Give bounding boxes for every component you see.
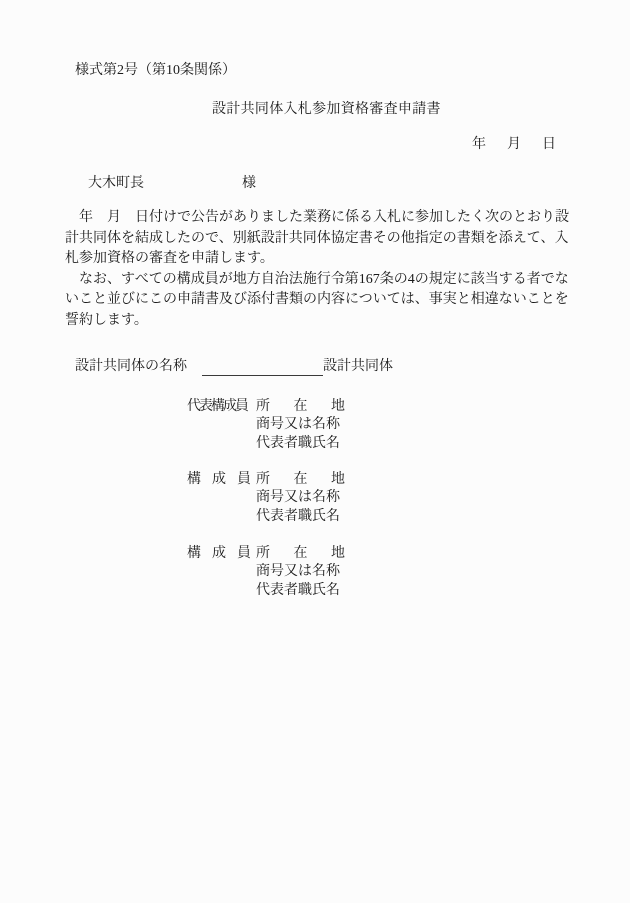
jv-name-label: 設計共同体の名称 [75,359,187,374]
member-representative-label: 代表者職氏名 [256,508,340,524]
member-block-member-2 [187,547,447,602]
body-line: 計共同体を結成したので、別紙設計共同体協定書その他指定の書類を添えて、入 [65,230,569,246]
body-line: 札参加資格の審査を申請します。 [65,251,274,266]
member-representative-label: 代表者職氏名 [256,582,340,598]
member-block-representative [187,400,447,455]
date-day-label: 日 [542,137,556,152]
member-role-label: 構成員 [187,472,262,487]
date-year-label: 年 [472,137,486,152]
member-trade-name-label: 商号又は名称 [256,417,340,433]
date-month-label: 月 [507,137,521,152]
member-role-label: 代表構成員 [187,399,247,414]
member-representative-label: 代表者職氏名 [256,435,340,451]
member-address-label: 所在地 [256,399,369,414]
member-trade-name-label: 商号又は名称 [256,564,340,580]
member-address-label: 所在地 [256,472,369,487]
addressee-honorific: 様 [242,176,256,191]
date-line [472,138,556,152]
jv-name-blank-line [202,361,323,376]
member-block-member-1 [187,473,447,528]
body-line: なお、すべての構成員が地方自治法施行令第167条の4の規定に該当する者でな [65,271,569,287]
member-address-label: 所在地 [256,546,369,561]
member-role-label: 構成員 [187,546,262,561]
body-line: 誓約します。 [65,312,148,328]
jv-name-suffix: 設計共同体 [323,359,393,374]
document-title: 設計共同体入札参加資格審査申請書 [212,102,441,117]
body-line: 年 月 日付けで公告がありました業務に係る入札に参加したく次のとおり設 [65,210,569,225]
addressee-line [88,177,256,191]
body-paragraphs [65,208,571,331]
body-line: いこと並びにこの申請書及び添付書類の内容については、事実と相違ないことを [65,292,569,307]
form-number: 様式第2号（第10条関係） [75,63,236,78]
member-trade-name-label: 商号又は名称 [256,490,340,506]
addressee-name: 大木町長 [88,176,144,191]
